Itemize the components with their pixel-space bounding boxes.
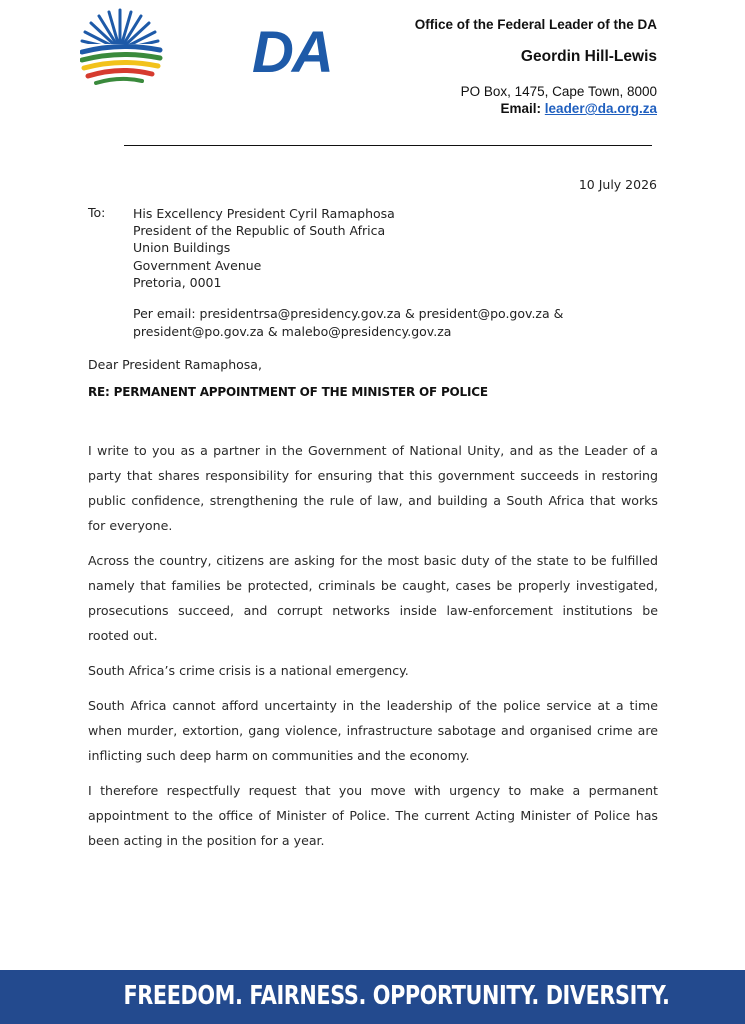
recipient-address — [133, 205, 395, 291]
address-line: His Excellency President Cyril Ramaphosa — [133, 206, 395, 221]
body-paragraph: I write to you as a partner in the Government of National Unity, and as the Leader of a party that shares responsibility for ensuring that this government succeeds in restoring public confidence, strengthening the rule of law, and building a South Africa that works for everyone. — [88, 443, 658, 533]
email-link[interactable]: leader@da.org.za — [544, 101, 657, 116]
rising-sun-icon — [80, 6, 180, 90]
footer-banner — [0, 970, 745, 1024]
letter-body — [88, 438, 658, 863]
header-divider — [124, 145, 652, 146]
body-paragraph: Across the country, citizens are asking for the most basic duty of the state to be fulfilled namely that families be protected, criminals be caught, cases be properly investigated, prosecutions succeed, and corrupt networks inside law-enforcement institutions be rooted out. — [88, 553, 658, 643]
logo-wordmark: DA — [252, 20, 332, 85]
footer-slogan: FREEDOM. FAIRNESS. OPPORTUNITY. DIVERSITY. — [123, 981, 669, 1011]
email-line — [501, 101, 657, 116]
body-paragraph: South Africa’s crime crisis is a national emergency. — [88, 663, 409, 678]
office-title: Office of the Federal Leader of the DA — [414, 17, 657, 32]
address-line: President of the Republic of South Africa — [133, 223, 386, 239]
to-label: To: — [88, 205, 106, 220]
address-line: Union Buildings — [133, 240, 231, 256]
address-line: Pretoria, 0001 — [133, 274, 222, 290]
leader-name: Geordin Hill-Lewis — [520, 48, 657, 65]
address-line: Government Avenue — [133, 257, 262, 273]
postal-address: PO Box, 1475, Cape Town, 8000 — [460, 84, 657, 99]
da-logo — [80, 6, 332, 90]
per-email-line: Per email: presidentrsa@presidency.gov.za & president@po.gov.za & president@po.gov.za & malebo@presidency.gov.za — [133, 306, 564, 339]
email-label: Email: — [500, 101, 542, 116]
subject-line: RE: PERMANENT APPOINTMENT OF THE MINISTER OF POLICE — [88, 385, 488, 399]
letter-date: 10 July 2026 — [578, 177, 657, 192]
salutation: Dear President Ramaphosa, — [88, 357, 262, 372]
body-paragraph: South Africa cannot afford uncertainty in the leadership of the police service at a time when murder, extortion, gang violence, infrastructure sabotage and organised crime are inflicting such deep harm on communities and the economy. — [88, 698, 658, 763]
body-paragraph: I therefore respectfully request that you move with urgency to make a permanent appointment to the office of Minister of Police. The current Acting Minister of Police has been acting in the position for a year. — [88, 783, 658, 848]
